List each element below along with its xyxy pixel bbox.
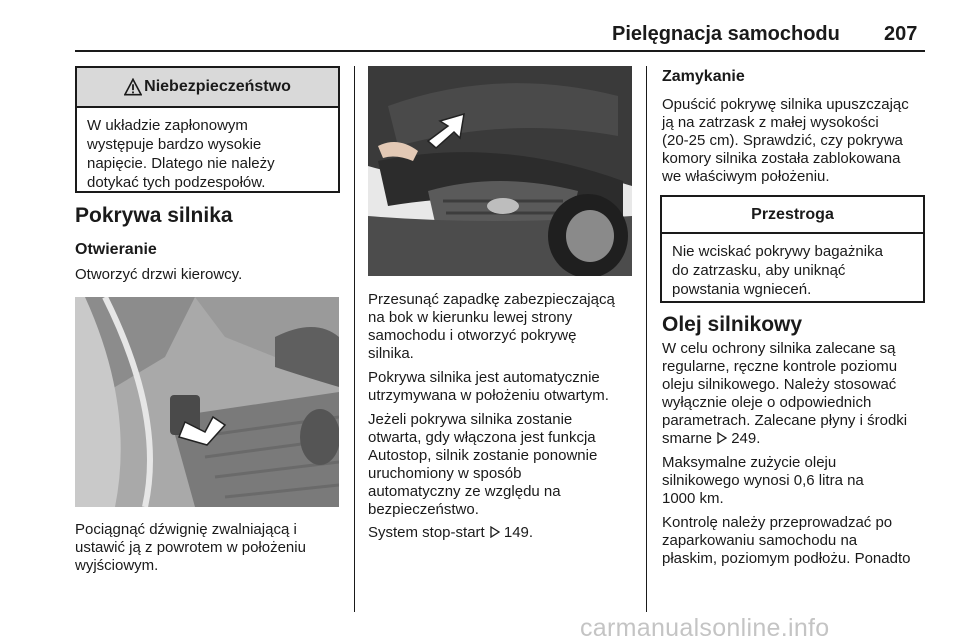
stop-start-page-link[interactable]: 149. xyxy=(503,524,534,541)
caption-line: Pociągnąć dźwignię zwalniającą i xyxy=(75,521,297,538)
danger-line: W układzie zapłonowym xyxy=(87,117,248,134)
lever-photo xyxy=(75,297,339,507)
paragraph-line: zaparkowaniu samochodu na xyxy=(662,532,858,549)
caution-box xyxy=(660,195,925,303)
paragraph-line: regularne, ręczne kontrole poziomu xyxy=(662,358,898,375)
paragraph-line: silnika. xyxy=(368,345,414,362)
danger-box-body xyxy=(77,108,338,200)
subsection-title-closing: Zamykanie xyxy=(662,68,745,85)
caution-box-body xyxy=(662,234,923,307)
paragraph-line: wyłącznie oleje o odpowiednich xyxy=(662,394,872,411)
lever-illustration xyxy=(75,297,339,507)
danger-box-header xyxy=(77,68,338,108)
paragraph-line: Jeżeli pokrywa silnika zostanie xyxy=(368,411,573,428)
lubricants-reference xyxy=(662,430,760,449)
stop-start-text: System stop-start xyxy=(368,524,485,541)
caution-box-title: Przestroga xyxy=(751,205,834,223)
paragraph-line: samochodu i otworzyć pokrywę xyxy=(368,327,577,344)
paragraph-line: otwarta, gdy włączona jest funkcja xyxy=(368,429,596,446)
paragraph-line: parametrach. Zalecane płyny i środki xyxy=(662,412,908,429)
paragraph-line: oleju silnikowego. Należy stosować xyxy=(662,376,897,393)
paragraph-line: Opuścić pokrywę silnika upuszczając xyxy=(662,96,909,113)
hood-latch-photo xyxy=(368,66,632,276)
paragraph-line: uruchomiony w sposób xyxy=(368,465,522,482)
paragraph-line: utrzymywana w położeniu otwartym. xyxy=(368,387,609,404)
danger-box xyxy=(75,66,340,193)
subsection-title-opening: Otwieranie xyxy=(75,241,157,258)
paragraph-line: we właściwym położeniu. xyxy=(662,168,830,185)
paragraph-line: płaskim, poziomym podłożu. Ponadto xyxy=(662,550,911,567)
paragraph-line: komory silnika została zablokowana xyxy=(662,150,901,167)
section-title-hood: Pokrywa silnika xyxy=(75,204,233,227)
lubricants-text: smarne xyxy=(662,430,713,447)
paragraph-line: 1000 km. xyxy=(662,490,724,507)
paragraph-line: silnikowego wynosi 0,6 litra na xyxy=(662,472,864,489)
paragraph-line: Maksymalne zużycie oleju xyxy=(662,454,837,471)
paragraph-line: W celu ochrony silnika zalecane są xyxy=(662,340,896,357)
lubricants-page-link[interactable]: 249. xyxy=(731,430,761,447)
caution-line: do zatrzasku, aby uniknąć xyxy=(672,262,846,279)
paragraph-line: automatyczny ze względu na xyxy=(368,483,561,500)
danger-box-title: Niebezpieczeństwo xyxy=(144,78,291,95)
caution-line: Nie wciskać pokrywy bagażnika xyxy=(672,243,883,260)
caption-line: wyjściowym. xyxy=(75,557,159,574)
paragraph-line: Przesunąć zapadkę zabezpieczającą xyxy=(368,291,615,308)
danger-line: napięcie. Dlatego nie należy xyxy=(87,155,275,172)
warning-triangle-icon xyxy=(124,78,142,96)
paragraph-line: ją na zatrzask z małej wysokości xyxy=(662,114,879,131)
column-divider-left xyxy=(354,66,355,612)
caution-box-header xyxy=(662,197,923,234)
stop-start-reference xyxy=(368,524,533,543)
page-reference-icon xyxy=(716,432,728,444)
paragraph-line: Autostop, silnik zostanie ponownie xyxy=(368,447,598,464)
hood-latch-illustration xyxy=(368,66,632,276)
header-divider xyxy=(75,50,925,52)
danger-line: dotykać tych podzespołów. xyxy=(87,174,266,191)
paragraph-line: na bok w kierunku lewej strony xyxy=(368,309,573,326)
paragraph-line: (20-25 cm). Sprawdzić, czy pokrywa xyxy=(662,132,903,149)
page-reference-icon xyxy=(489,526,501,538)
caption-line: ustawić ją z powrotem w położeniu xyxy=(75,539,306,556)
column-divider-right xyxy=(646,66,647,612)
paragraph-line: Kontrolę należy przeprowadzać po xyxy=(662,514,893,531)
intro-text: Otworzyć drzwi kierowcy. xyxy=(75,266,243,283)
section-title-oil: Olej silnikowy xyxy=(662,313,803,336)
paragraph-line: Pokrywa silnika jest automatycznie xyxy=(368,369,600,386)
page-header-title: Pielęgnacja samochodu xyxy=(612,23,840,45)
page-number: 207 xyxy=(884,23,918,45)
caution-line: powstania wgnieceń. xyxy=(672,281,812,298)
paragraph-line: bezpieczeństwo. xyxy=(368,501,479,518)
watermark-text: carmanualsonline.info xyxy=(580,614,830,642)
danger-line: występuje bardzo wysokie xyxy=(87,136,262,153)
